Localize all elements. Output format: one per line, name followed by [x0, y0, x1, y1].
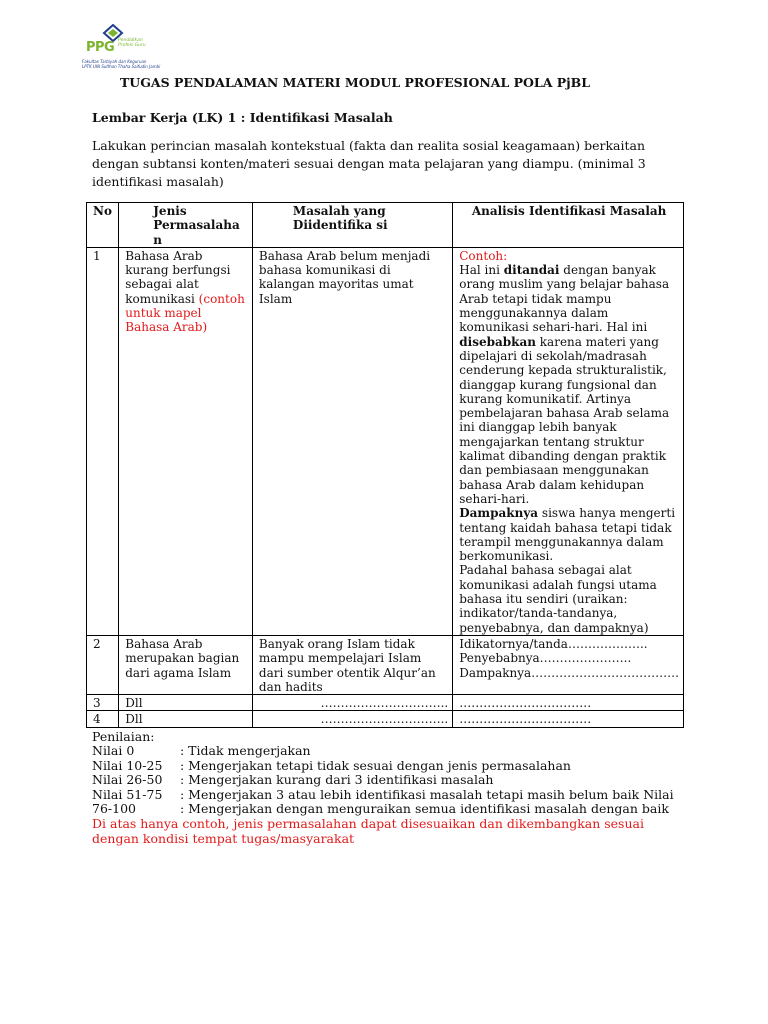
jenis-example-note: (contoh untuk mapel Bahasa Arab) [125, 291, 245, 335]
jenis-text: Bahasa Arab kurang berfungsi sebagai alat komunikasi [125, 248, 231, 306]
logo-brand: PPG [86, 40, 115, 55]
header-masalah: Masalah yang Diidentifika si [252, 203, 452, 248]
nilai-desc: : Mengerjakan dengan menguraikan semua identifikasi masalah dengan baik [180, 800, 669, 816]
row-jenis: Bahasa Arab merupakan bagian dari agama Islam [119, 635, 253, 694]
row-no: 2 [87, 635, 119, 694]
logo-university: LPTK UIN Sulthan Thaha Saifudin Jambi [82, 64, 161, 69]
instruction-paragraph: Lakukan perincian masalah kontekstual (fakta dan realita sosial keagamaan) berkaitan dengan subtansi konten/materi sesuai dengan mata pelajaran yang diampu. (minimal 3 identifikasi masalah) [92, 138, 646, 189]
table-row [87, 635, 684, 694]
table-row [87, 711, 684, 727]
penilaian-section [92, 730, 692, 816]
header-jenis: Jenis Permasalaha n [119, 203, 253, 248]
keyword-ditandai: ditandai [503, 263, 560, 278]
worksheet-heading: Lembar Kerja (LK) 1 : Identifikasi Masalah [92, 110, 393, 125]
row-jenis: Dll [119, 711, 253, 727]
nilai-label: Nilai 26-50 [92, 772, 163, 788]
row-masalah: ………………………….. [252, 711, 452, 727]
penilaian-item [92, 759, 692, 773]
nilai-label: Nilai 10-25 [92, 757, 163, 773]
nilai-desc: : Mengerjakan 3 atau lebih identifikasi masalah tetapi masih belum baik Nilai [180, 786, 674, 802]
table-row [87, 695, 684, 711]
header-analisis: Analisis Identifikasi Masalah [453, 203, 684, 248]
nilai-label: Nilai 0 [92, 743, 135, 759]
penilaian-item [92, 773, 692, 787]
dampak-line: Dampaknya………………………………. [459, 665, 679, 680]
penyebab-line: Penyebabnya………………….. [459, 651, 632, 666]
table-row [87, 247, 684, 635]
row-jenis [119, 247, 253, 635]
row-masalah: Banyak orang Islam tidak mampu mempelajari Islam dari sumber otentik Alqur’an dan hadits [252, 635, 452, 694]
penilaian-heading: Penilaian: [92, 729, 155, 744]
keyword-disebabkan: disebabkan [459, 334, 536, 349]
row-analisis: …………………………… [453, 711, 684, 727]
row-jenis: Dll [119, 695, 253, 711]
contoh-label: Contoh: [459, 248, 508, 263]
row-analisis [453, 635, 684, 694]
row-masalah: ………………………….. [252, 695, 452, 711]
row-analisis: …………………………… [453, 695, 684, 711]
penilaian-item [92, 744, 692, 758]
row-masalah: Bahasa Arab belum menjadi bahasa komunikasi di kalangan mayoritas umat Islam [252, 247, 452, 635]
analisis-paragraph: Hal ini ditandai dengan banyak orang muslim yang belajar bahasa Arab tetapi tidak mampu menggunakannya dalam komunikasi sehari-hari. Hal ini disebabkan karena materi yang dipelajari di sekolah/madrasah cenderung kepada strukturalistik, dianggap kurang fungsional dan kurang komunikatif. Artinya pembelajaran bahasa Arab selama ini dianggap lebih banyak mengajarkan tentang struktur kalimat dibanding dengan praktik dan pembiasaan menggunakan bahasa Arab dalam kehidupan sehari-hari. [459, 263, 670, 506]
keyword-dampaknya: Dampaknya [459, 506, 539, 521]
nilai-label: Nilai 51-75 [92, 786, 163, 802]
nilai-desc: : Mengerjakan tetapi tidak sesuai dengan jenis permasalahan [180, 757, 571, 773]
table-header-row [87, 203, 684, 248]
nilai-desc: : Tidak mengerjakan [180, 743, 311, 759]
header-no: No [87, 203, 119, 248]
row-analisis [453, 247, 684, 635]
row-no: 4 [87, 711, 119, 727]
identification-table [86, 202, 684, 728]
penilaian-item [92, 802, 692, 816]
row-no: 1 [87, 247, 119, 635]
ppg-logo [80, 24, 220, 70]
dampak-paragraph: Dampaknya siswa hanya mengerti tentang kaidah bahasa tetapi tidak terampil menggunakannya dalam berkomunikasi. [459, 506, 676, 564]
penilaian-item [92, 788, 692, 802]
nilai-desc: : Mengerjakan kurang dari 3 identifikasi masalah [180, 772, 494, 788]
logo-faculty: Fakultas Tarbiyah dan Keguruan [82, 59, 147, 64]
logo-tagline: Pendidikan Profesi Guru [118, 38, 146, 48]
row-no: 3 [87, 695, 119, 711]
padahal-paragraph: Padahal bahasa sebagai alat komunikasi adalah fungsi utama bahasa itu sendiri (uraikan: indikator/tanda-tandanya, penyebabnya, dan dampaknya) [459, 563, 657, 635]
adaptation-note: Di atas hanya contoh, jenis permasalahan dapat disesuaikan dan dikembangkan sesuai dengan kondisi tempat tugas/masyarakat [92, 816, 644, 846]
document-title: TUGAS PENDALAMAN MATERI MODUL PROFESIONAL POLA PjBL [120, 75, 591, 90]
nilai-label: 76-100 [92, 800, 136, 816]
indikator-line: Idikatornya/tanda……………….. [459, 636, 648, 651]
